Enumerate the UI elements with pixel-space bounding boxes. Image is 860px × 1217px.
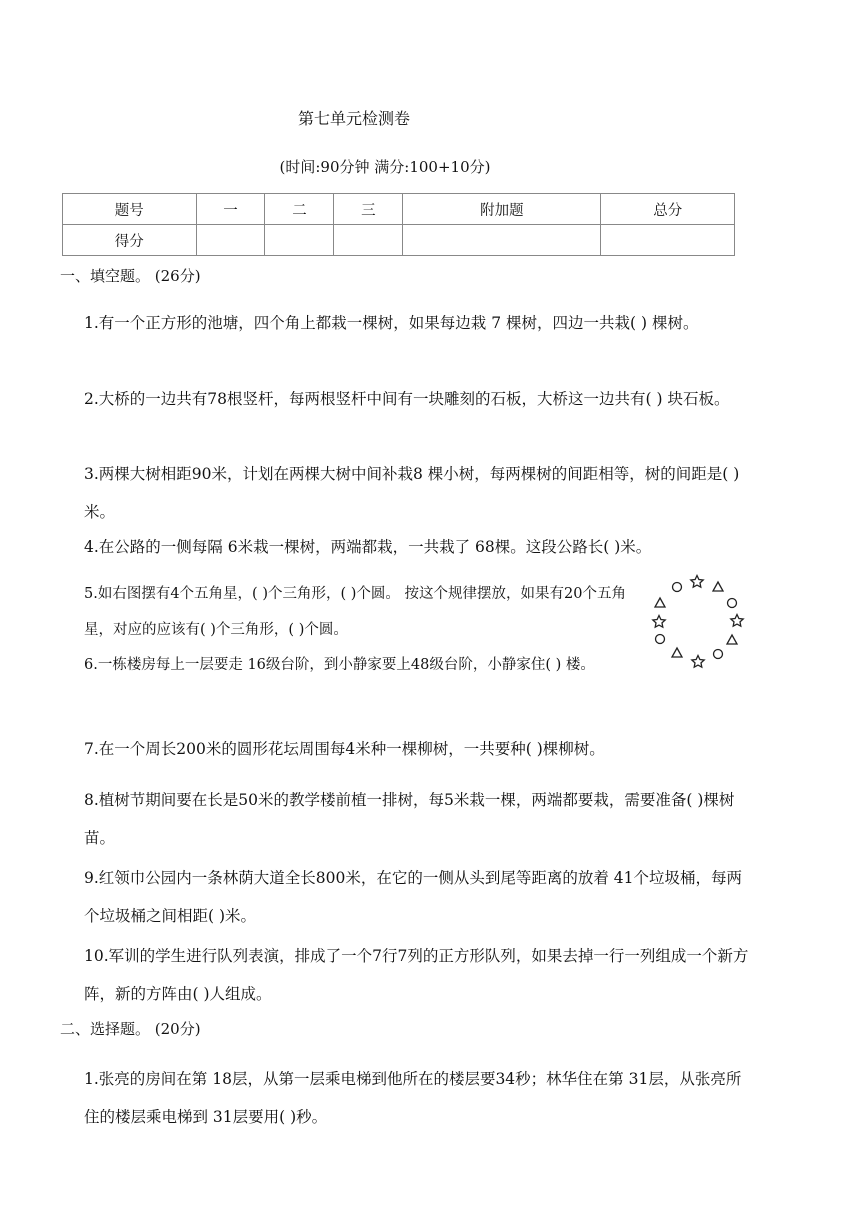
score-table: [62, 193, 735, 256]
exam-time-and-score: (时间:90分钟 满分:100+10分): [279, 158, 491, 176]
score-cell[interactable]: [403, 225, 601, 256]
star-shape: [691, 576, 703, 588]
page-title: 第七单元检测卷: [297, 109, 410, 128]
question-item: 9.红领巾公园内一条林荫大道全长800米，在它的一侧从头到尾等距离的放着 41个垃圾桶，每两个垃圾桶之间相距( )米。: [84, 869, 743, 925]
question-item: 1.有一个正方形的池塘，四个角上都栽一棵树，如果每边栽 7 棵树，四边一共栽( ) 棵树。: [84, 314, 699, 332]
header-cell: 附加题: [403, 194, 601, 225]
question-item: 7.在一个周长200米的圆形花坛周围每4米种一棵柳树，一共要种( )棵柳树。: [84, 740, 605, 758]
question-item: 1.张亮的房间在第 18层，从第一层乘电梯到他所在的楼层要34秒；林华住在第 31层，从张亮所住的楼层乘电梯到 31层要用( )秒。: [84, 1070, 742, 1126]
star-shape: [653, 616, 665, 628]
section-heading: 一、填空题。 (26分): [60, 267, 201, 285]
star-shape: [692, 656, 704, 668]
question-item: 3.两棵大树相距90米，计划在两棵大树中间补栽8 棵小树，每两棵树的间距相等，树的间距是( )米。: [84, 465, 740, 521]
score-cell[interactable]: [334, 225, 403, 256]
circle-shape: [673, 583, 682, 592]
question-item: 5.如右图摆有4个五角星，( )个三角形，( )个圆。 按这个规律摆放，如果有20个五角星，对应的应该有( )个三角形，( )个圆。: [84, 586, 626, 638]
circle-shape: [728, 599, 737, 608]
question-item: 6.一栋楼房每上一层要走 16级台阶，到小静家要上48级台阶，小静家住( ) 楼。: [84, 657, 595, 673]
score-table-header-row: [63, 194, 735, 225]
question-item: 8.植树节期间要在长是50米的教学楼前植一排树，每5米栽一棵，两端都要栽，需要准备( )棵树苗。: [84, 791, 735, 847]
question-item: 10.军训的学生进行队列表演，排成了一个7行7列的正方形队列，如果去掉一行一列组成一个新方阵，新的方阵由( )人组成。: [84, 947, 749, 1003]
score-row-label: 得分: [63, 225, 197, 256]
header-cell: 三: [334, 194, 403, 225]
circle-shape: [714, 650, 723, 659]
score-cell[interactable]: [265, 225, 334, 256]
triangle-shape: [713, 582, 723, 591]
header-cell: 二: [265, 194, 334, 225]
header-cell: 题号: [63, 194, 197, 225]
score-cell[interactable]: [601, 225, 735, 256]
triangle-shape: [655, 598, 665, 607]
triangle-shape: [672, 648, 682, 657]
star-triangle-circle-pattern-figure: [648, 572, 748, 672]
section-heading: 二、选择题。 (20分): [60, 1020, 201, 1038]
header-cell: 一: [196, 194, 265, 225]
score-table-score-row: [63, 225, 735, 256]
header-cell: 总分: [601, 194, 735, 225]
question-item: 4.在公路的一侧每隔 6米栽一棵树，两端都栽，一共栽了 68棵。这段公路长( )米。: [84, 538, 652, 556]
score-cell[interactable]: [196, 225, 265, 256]
circle-shape: [656, 635, 665, 644]
question-item: 2.大桥的一边共有78根竖杆，每两根竖杆中间有一块雕刻的石板，大桥这一边共有( ) 块石板。: [84, 390, 730, 408]
star-shape: [731, 615, 743, 627]
triangle-shape: [727, 635, 737, 644]
